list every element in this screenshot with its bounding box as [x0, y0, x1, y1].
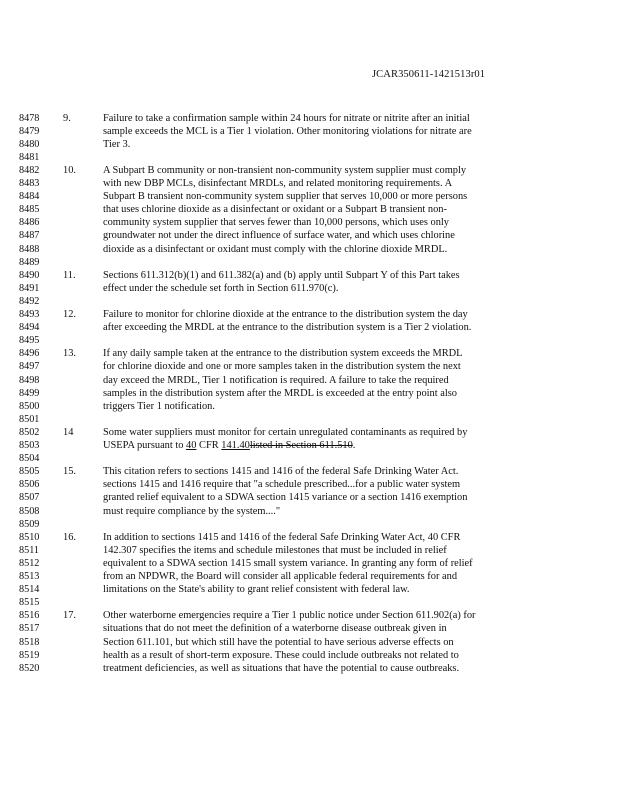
- inserted-text: 40: [186, 440, 197, 451]
- text-run: sample exceeds the MCL is a Tier 1 violation. Other monitoring violations for nitrate are: [103, 125, 472, 137]
- line-text: [103, 531, 460, 544]
- document-line: [0, 609, 618, 622]
- document-line: [0, 413, 618, 426]
- line-text: [103, 426, 467, 439]
- text-run: Failure to take a confirmation sample within 24 hours for nitrate or nitrite after an initial: [103, 112, 470, 124]
- line-number: 8508: [19, 505, 40, 517]
- document-line: [0, 164, 618, 177]
- line-number: 8493: [19, 309, 40, 320]
- text-run: that uses chlorine dioxide as a disinfectant or oxidant or a Subpart B transient non-: [103, 204, 447, 216]
- text-run: Sections 611.312(b)(1) and 611.382(a) and (b) apply until Subpart Y of this Part takes: [103, 269, 460, 281]
- text-run: equivalent to a SDWA section 1415 small system variance. In granting any form of relief: [103, 557, 473, 569]
- document-line: [0, 400, 618, 413]
- document-line: [0, 426, 618, 439]
- text-run: triggers Tier 1 notification.: [103, 400, 215, 412]
- document-line: [0, 190, 618, 203]
- line-text: [103, 557, 473, 570]
- document-line: [0, 636, 618, 649]
- line-text: [103, 636, 454, 649]
- document-line: [0, 203, 618, 216]
- text-run: 142.307 specifies the items and schedule milestones that must be included in relief: [103, 544, 447, 556]
- line-number: 8518: [19, 636, 40, 648]
- line-text: [103, 400, 215, 413]
- document-line: [0, 243, 618, 256]
- line-number: 8517: [19, 623, 40, 635]
- line-text: [103, 570, 457, 583]
- document-line: [0, 387, 618, 400]
- line-text: [103, 321, 471, 334]
- line-text: [103, 216, 449, 229]
- text-run: health as a result of short-term exposure. These could include outbreaks not related to: [103, 649, 459, 661]
- line-number: 8511: [19, 544, 39, 556]
- text-run: CFR: [196, 440, 222, 451]
- text-run: In addition to sections 1415 and 1416 of the federal Safe Drinking Water Act, 40 CFR: [103, 531, 461, 543]
- document-line: [0, 125, 618, 138]
- item-number: 17.: [63, 610, 76, 622]
- line-number: 8502: [19, 426, 40, 438]
- line-number: 8487: [19, 230, 40, 242]
- text-run: with new DBP MCLs, disinfectant MRDLs, and related monitoring requirements. A: [103, 178, 453, 189]
- line-number: 8515: [19, 597, 40, 609]
- line-text: [103, 360, 461, 373]
- text-run: from an NPDWR, the Board will consider all applicable federal requirements for and: [103, 571, 458, 582]
- document-line: [0, 570, 618, 583]
- line-number: 8503: [19, 440, 40, 451]
- text-run: Tier 3.: [103, 138, 131, 150]
- item-number: 15.: [63, 466, 76, 478]
- text-run: sections 1415 and 1416 require that "a schedule prescribed...for a public water system: [103, 479, 461, 491]
- line-number: 8516: [19, 610, 40, 622]
- text-run: granted relief equivalent to a SDWA section 1415 variance or a section 1416 exemption: [103, 492, 468, 504]
- text-run: This citation refers to sections 1415 and 1416 of the federal Safe Drinking Water Act.: [103, 466, 459, 478]
- line-text: [103, 662, 459, 675]
- document-line: [0, 491, 618, 504]
- document-line: [0, 112, 618, 125]
- line-text: [103, 203, 447, 216]
- line-number: 8514: [19, 584, 40, 596]
- line-number: 8498: [19, 374, 40, 386]
- document-line: [0, 505, 618, 518]
- document-line: [0, 360, 618, 373]
- line-number: 8489: [19, 256, 40, 268]
- line-text: [103, 374, 449, 387]
- line-text: [103, 439, 355, 452]
- line-number: 8499: [19, 387, 40, 399]
- text-run: must require compliance by the system....": [103, 505, 281, 517]
- line-text: [103, 649, 459, 662]
- document-line: [0, 256, 618, 269]
- line-number: 8496: [19, 348, 40, 360]
- document-line: [0, 347, 618, 360]
- item-number: 10.: [63, 164, 76, 176]
- line-number: 8505: [19, 466, 40, 478]
- document-line: [0, 295, 618, 308]
- text-run: community system supplier that serves fewer than 10,000 persons, which uses only: [103, 217, 450, 229]
- text-run: effect under the schedule set forth in Section 611.970(c).: [103, 282, 339, 294]
- line-number: 8509: [19, 518, 40, 530]
- document-line: [0, 596, 618, 609]
- line-number: 8510: [19, 531, 40, 543]
- line-number: 8486: [19, 217, 40, 229]
- line-text: [103, 282, 338, 295]
- line-number: 8497: [19, 361, 40, 373]
- line-text: [103, 491, 467, 504]
- line-text: [103, 138, 130, 151]
- line-text: [103, 505, 280, 518]
- text-run: situations that do not meet the definition of a waterborne disease outbreak given in: [103, 623, 447, 635]
- text-run: treatment deficiencies, as well as situations that have the potential to cause outbreaks.: [103, 662, 460, 674]
- text-run: Section 611.101, but which still have the potential to have serious adverse effects on: [103, 636, 454, 648]
- document-line: [0, 321, 618, 334]
- document-line: [0, 282, 618, 295]
- deleted-text: listed in Section 611.510: [249, 440, 353, 451]
- line-number: 8513: [19, 571, 40, 582]
- document-line: [0, 583, 618, 596]
- document-line: [0, 216, 618, 229]
- line-text: [103, 229, 455, 242]
- document-line: [0, 177, 618, 190]
- line-text: [103, 190, 467, 203]
- document-line: [0, 138, 618, 151]
- document-line: [0, 622, 618, 635]
- line-text: [103, 112, 470, 125]
- text-run: after exceeding the MRDL at the entrance to the distribution system is a Tier 2 violation.: [103, 322, 472, 334]
- line-number: 8507: [19, 492, 40, 504]
- line-text: [103, 164, 466, 177]
- line-number: 8494: [19, 322, 40, 334]
- text-run: Some water suppliers must monitor for certain unregulated contaminants as required by: [103, 426, 468, 438]
- line-text: [103, 478, 460, 491]
- document-line: [0, 544, 618, 557]
- line-text: [103, 243, 447, 256]
- document-line: [0, 229, 618, 242]
- line-number: 8484: [19, 191, 40, 203]
- document-line: [0, 308, 618, 321]
- line-number: 8495: [19, 335, 40, 347]
- document-line: [0, 649, 618, 662]
- line-number: 8520: [19, 662, 40, 674]
- line-number: 8501: [19, 413, 40, 425]
- text-run: for chlorine dioxide and one or more samples taken in the distribution system the next: [103, 361, 461, 373]
- text-run: Subpart B transient non-community system supplier that serves 10,000 or more persons: [103, 191, 468, 203]
- document-line: [0, 531, 618, 544]
- text-run: dioxide as a disinfectant or oxidant must comply with the chlorine dioxide MRDL.: [103, 243, 448, 255]
- line-text: [103, 609, 476, 622]
- item-number: 13.: [63, 348, 76, 360]
- line-text: [103, 177, 452, 190]
- text-run: day exceed the MRDL, Tier 1 notification is required. A failure to take the required: [103, 374, 449, 386]
- text-run: groundwater not under the direct influence of surface water, and which uses chlorine: [103, 230, 455, 242]
- line-number: 8506: [19, 479, 40, 491]
- line-text: [103, 347, 463, 360]
- document-line: [0, 452, 618, 465]
- document-line: [0, 465, 618, 478]
- line-text: [103, 622, 447, 635]
- line-number: 8488: [19, 243, 40, 255]
- text-run: limitations on the State's ability to grant relief consistent with federal law.: [103, 584, 410, 596]
- line-number: 8483: [19, 178, 40, 189]
- document-line: [0, 439, 618, 452]
- text-run: Failure to monitor for chlorine dioxide at the entrance to the distribution system the day: [103, 309, 468, 320]
- item-number: 11.: [63, 269, 76, 281]
- line-number: 8481: [19, 151, 40, 163]
- text-run: USEPA pursuant to: [103, 440, 187, 451]
- line-number: 8482: [19, 164, 40, 176]
- line-text: [103, 308, 468, 321]
- line-number: 8519: [19, 649, 40, 661]
- line-text: [103, 269, 460, 282]
- text-run: If any daily sample taken at the entrance to the distribution system exceeds the MRDL: [103, 348, 463, 360]
- document-line: [0, 151, 618, 164]
- line-text: [103, 583, 410, 596]
- line-number: 8512: [19, 557, 40, 569]
- document-line: [0, 334, 618, 347]
- text-run: samples in the distribution system after the MRDL is exceeded at the entry point also: [103, 387, 457, 399]
- document-line: [0, 662, 618, 675]
- line-number: 8480: [19, 138, 40, 150]
- document-id: JCAR350611-1421513r01: [372, 69, 486, 80]
- line-number: 8490: [19, 269, 40, 281]
- document-line: [0, 374, 618, 387]
- line-text: [103, 544, 447, 557]
- line-number: 8479: [19, 125, 40, 137]
- item-number: 14: [63, 426, 74, 438]
- text-run: Other waterborne emergencies require a Tier 1 public notice under Section 611.902(a) for: [103, 610, 476, 622]
- item-number: 12.: [63, 309, 76, 320]
- line-number: 8478: [19, 112, 40, 124]
- line-number: 8492: [19, 295, 40, 307]
- item-number: 16.: [63, 531, 76, 543]
- text-run: .: [352, 440, 356, 451]
- line-number: 8485: [19, 204, 40, 216]
- inserted-text: 141.40: [221, 440, 250, 451]
- document-line: [0, 518, 618, 531]
- line-text: [103, 387, 457, 400]
- document-line: [0, 557, 618, 570]
- line-number: 8491: [19, 282, 40, 294]
- line-text: [103, 465, 458, 478]
- line-text: [103, 125, 472, 138]
- document-line: [0, 478, 618, 491]
- item-number: 9.: [63, 112, 71, 124]
- document-line: [0, 269, 618, 282]
- text-run: A Subpart B community or non-transient non-community system supplier must comply: [103, 164, 467, 176]
- line-number: 8504: [19, 453, 40, 465]
- line-number: 8500: [19, 400, 40, 412]
